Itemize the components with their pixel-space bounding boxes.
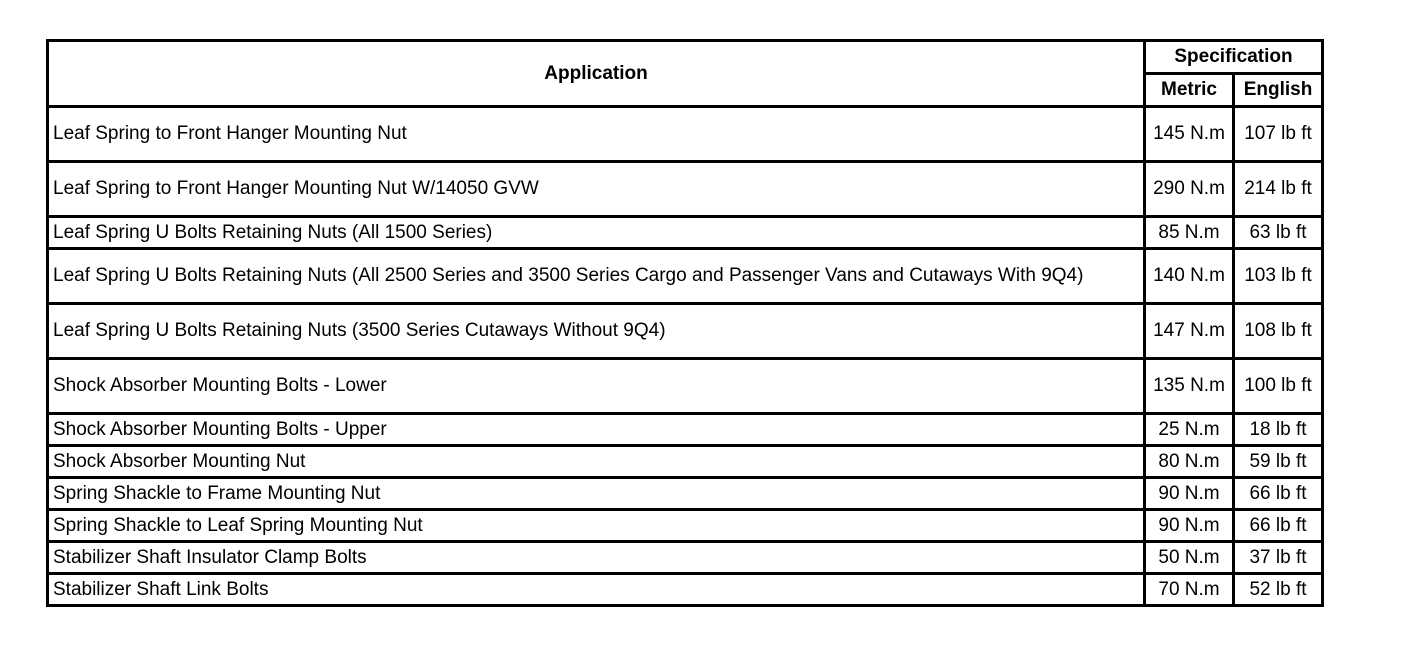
specification-header: Specification [1145,41,1323,74]
header-row-top [48,41,1323,74]
application-cell: Stabilizer Shaft Link Bolts [48,574,1145,606]
table-body [48,107,1323,606]
application-cell: Leaf Spring to Front Hanger Mounting Nut W/14050 GVW [48,162,1145,217]
metric-cell: 80 N.m [1145,446,1234,478]
metric-cell: 50 N.m [1145,542,1234,574]
table-row [48,107,1323,162]
metric-cell: 25 N.m [1145,414,1234,446]
application-cell: Leaf Spring U Bolts Retaining Nuts (All 2500 Series and 3500 Series Cargo and Passenger Vans and Cutaways With 9Q4) [48,249,1145,304]
english-cell: 66 lb ft [1234,478,1323,510]
english-cell: 66 lb ft [1234,510,1323,542]
english-cell: 103 lb ft [1234,249,1323,304]
application-cell: Spring Shackle to Frame Mounting Nut [48,478,1145,510]
application-cell: Spring Shackle to Leaf Spring Mounting Nut [48,510,1145,542]
fastener-spec-table [46,39,1324,607]
application-cell: Shock Absorber Mounting Bolts - Upper [48,414,1145,446]
metric-cell: 145 N.m [1145,107,1234,162]
table-row [48,249,1323,304]
english-header: English [1234,74,1323,107]
table-row [48,446,1323,478]
metric-cell: 147 N.m [1145,304,1234,359]
english-cell: 59 lb ft [1234,446,1323,478]
metric-cell: 135 N.m [1145,359,1234,414]
metric-cell: 90 N.m [1145,478,1234,510]
metric-cell: 70 N.m [1145,574,1234,606]
application-cell: Shock Absorber Mounting Nut [48,446,1145,478]
table-row [48,162,1323,217]
metric-cell: 85 N.m [1145,217,1234,249]
metric-cell: 90 N.m [1145,510,1234,542]
english-cell: 37 lb ft [1234,542,1323,574]
application-cell: Leaf Spring U Bolts Retaining Nuts (All 1500 Series) [48,217,1145,249]
application-cell: Shock Absorber Mounting Bolts - Lower [48,359,1145,414]
table-row [48,359,1323,414]
metric-header: Metric [1145,74,1234,107]
table-row [48,478,1323,510]
english-cell: 18 lb ft [1234,414,1323,446]
application-cell: Leaf Spring to Front Hanger Mounting Nut [48,107,1145,162]
table-row [48,414,1323,446]
table-row [48,574,1323,606]
english-cell: 107 lb ft [1234,107,1323,162]
application-cell: Leaf Spring U Bolts Retaining Nuts (3500 Series Cutaways Without 9Q4) [48,304,1145,359]
table-row [48,542,1323,574]
table-row [48,217,1323,249]
english-cell: 100 lb ft [1234,359,1323,414]
english-cell: 108 lb ft [1234,304,1323,359]
table-row [48,510,1323,542]
table-header [48,41,1323,107]
english-cell: 63 lb ft [1234,217,1323,249]
application-header: Application [48,41,1145,107]
metric-cell: 140 N.m [1145,249,1234,304]
table-row [48,304,1323,359]
application-cell: Stabilizer Shaft Insulator Clamp Bolts [48,542,1145,574]
english-cell: 52 lb ft [1234,574,1323,606]
metric-cell: 290 N.m [1145,162,1234,217]
english-cell: 214 lb ft [1234,162,1323,217]
